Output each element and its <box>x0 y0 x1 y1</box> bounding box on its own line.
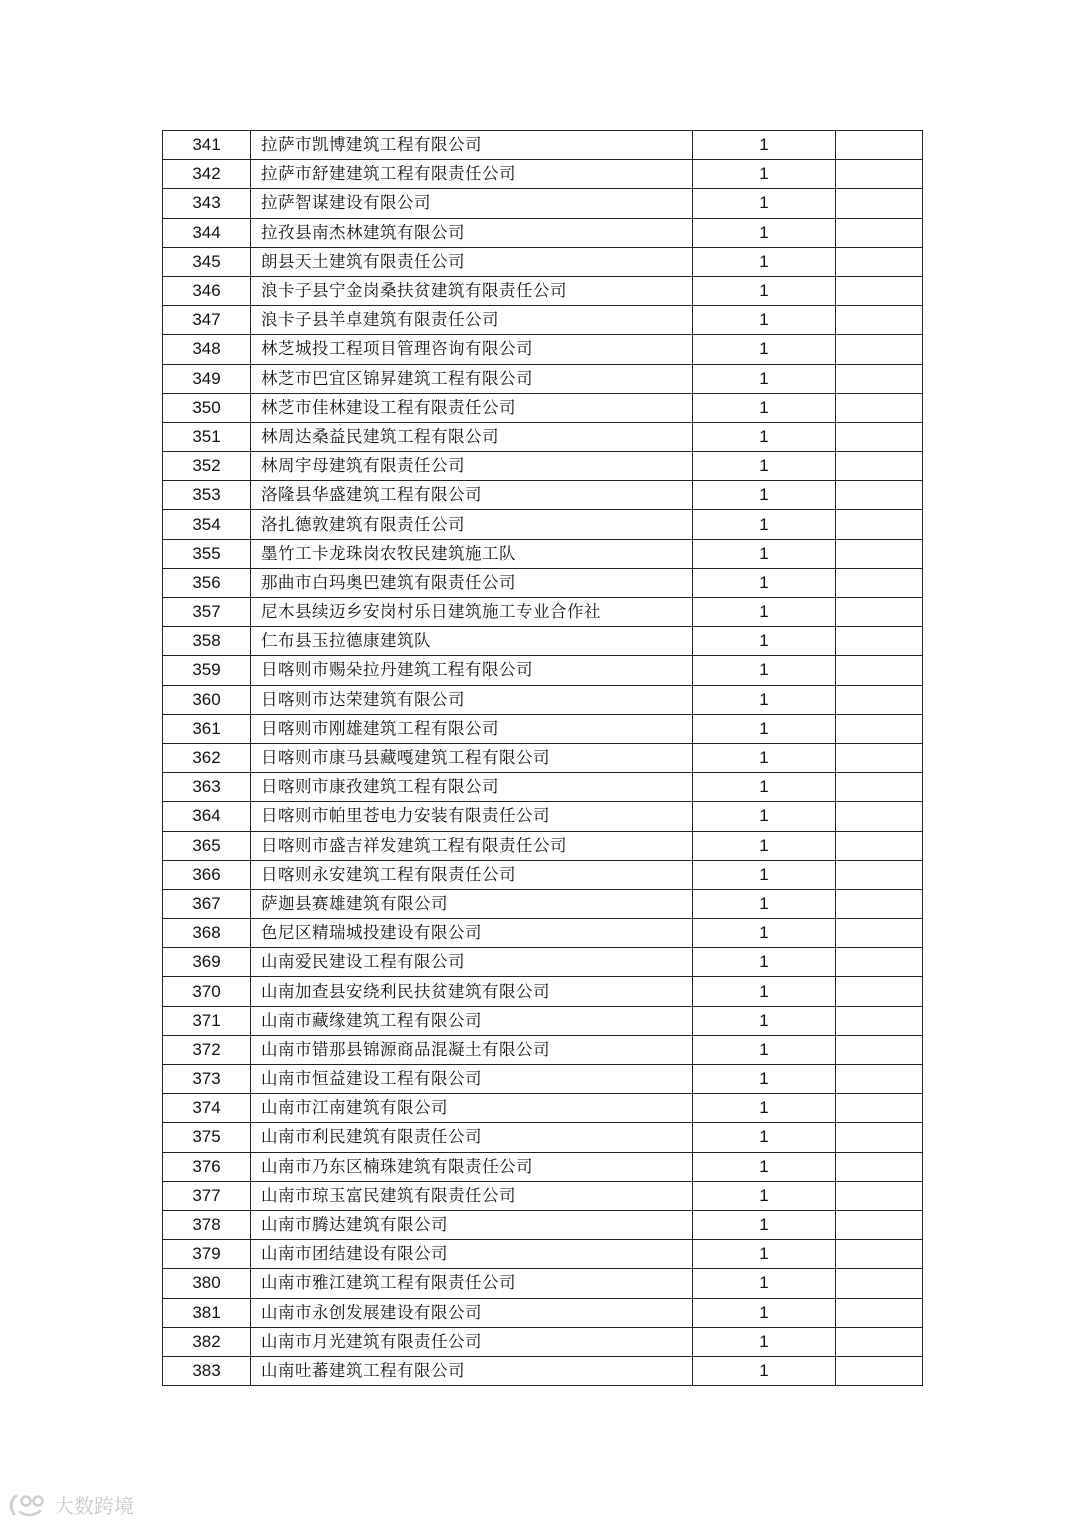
table-row <box>163 306 923 335</box>
row-number: 342 <box>163 160 251 189</box>
company-name: 日喀则市帕里苍电力安装有限责任公司 <box>251 802 693 831</box>
row-number: 373 <box>163 1065 251 1094</box>
table-row <box>163 977 923 1006</box>
row-note <box>836 335 923 364</box>
row-number: 369 <box>163 948 251 977</box>
company-name: 山南市恒益建设工程有限公司 <box>251 1065 693 1094</box>
row-number: 361 <box>163 714 251 743</box>
row-count: 1 <box>693 860 836 889</box>
row-count: 1 <box>693 510 836 539</box>
row-count: 1 <box>693 802 836 831</box>
row-note <box>836 452 923 481</box>
row-count: 1 <box>693 306 836 335</box>
row-number: 378 <box>163 1210 251 1239</box>
row-note <box>836 1210 923 1239</box>
table-row <box>163 860 923 889</box>
row-number: 362 <box>163 743 251 772</box>
table-row <box>163 510 923 539</box>
row-count: 1 <box>693 160 836 189</box>
row-note <box>836 656 923 685</box>
table-body <box>163 131 923 1386</box>
table-row <box>163 452 923 481</box>
row-count: 1 <box>693 247 836 276</box>
row-number: 352 <box>163 452 251 481</box>
row-note <box>836 802 923 831</box>
table-row <box>163 948 923 977</box>
table-row <box>163 131 923 160</box>
row-count: 1 <box>693 1152 836 1181</box>
row-note <box>836 510 923 539</box>
table-row <box>163 1240 923 1269</box>
row-note <box>836 568 923 597</box>
row-number: 356 <box>163 568 251 597</box>
row-note <box>836 393 923 422</box>
row-note <box>836 685 923 714</box>
table-row <box>163 656 923 685</box>
row-note <box>836 714 923 743</box>
company-name: 拉萨市舒建建筑工程有限责任公司 <box>251 160 693 189</box>
company-name: 日喀则市盛吉祥发建筑工程有限责任公司 <box>251 831 693 860</box>
watermark-text: 大数跨境 <box>54 1494 134 1518</box>
company-name: 日喀则市康马县藏嘎建筑工程有限公司 <box>251 743 693 772</box>
table-row <box>163 160 923 189</box>
row-number: 363 <box>163 773 251 802</box>
company-name: 洛扎德敦建筑有限责任公司 <box>251 510 693 539</box>
row-count: 1 <box>693 773 836 802</box>
company-list-table <box>162 130 923 1386</box>
row-number: 359 <box>163 656 251 685</box>
row-number: 368 <box>163 919 251 948</box>
company-name: 拉萨市凯博建筑工程有限公司 <box>251 131 693 160</box>
table-row <box>163 1123 923 1152</box>
company-name: 山南市雅江建筑工程有限责任公司 <box>251 1269 693 1298</box>
row-number: 353 <box>163 481 251 510</box>
table-row <box>163 802 923 831</box>
row-number: 364 <box>163 802 251 831</box>
row-note <box>836 1356 923 1385</box>
table-row <box>163 773 923 802</box>
row-note <box>836 1327 923 1356</box>
row-note <box>836 743 923 772</box>
row-number: 349 <box>163 364 251 393</box>
company-name: 山南市月光建筑有限责任公司 <box>251 1327 693 1356</box>
row-count: 1 <box>693 1356 836 1385</box>
row-note <box>836 1035 923 1064</box>
company-name: 尼木县续迈乡安岗村乐日建筑施工专业合作社 <box>251 598 693 627</box>
row-number: 367 <box>163 889 251 918</box>
table-row <box>163 1210 923 1239</box>
company-name: 那曲市白玛奥巴建筑有限责任公司 <box>251 568 693 597</box>
row-count: 1 <box>693 393 836 422</box>
company-name: 林周宇母建筑有限责任公司 <box>251 452 693 481</box>
row-number: 383 <box>163 1356 251 1385</box>
company-name: 山南市琼玉富民建筑有限责任公司 <box>251 1181 693 1210</box>
table-row <box>163 335 923 364</box>
row-count: 1 <box>693 831 836 860</box>
company-name: 山南市腾达建筑有限公司 <box>251 1210 693 1239</box>
row-note <box>836 539 923 568</box>
row-count: 1 <box>693 1065 836 1094</box>
row-count: 1 <box>693 364 836 393</box>
table-row <box>163 189 923 218</box>
row-number: 346 <box>163 276 251 305</box>
table-row <box>163 685 923 714</box>
row-number: 360 <box>163 685 251 714</box>
company-name: 拉萨智谋建设有限公司 <box>251 189 693 218</box>
table-row <box>163 1269 923 1298</box>
row-count: 1 <box>693 276 836 305</box>
brand-logo-icon <box>8 1492 48 1518</box>
company-name: 林芝市巴宜区锦昇建筑工程有限公司 <box>251 364 693 393</box>
company-name: 仁布县玉拉德康建筑队 <box>251 627 693 656</box>
company-name: 洛隆县华盛建筑工程有限公司 <box>251 481 693 510</box>
row-count: 1 <box>693 685 836 714</box>
company-name: 萨迦县赛雄建筑有限公司 <box>251 889 693 918</box>
row-note <box>836 1152 923 1181</box>
row-count: 1 <box>693 1035 836 1064</box>
company-name: 林芝市佳林建设工程有限责任公司 <box>251 393 693 422</box>
company-name: 日喀则永安建筑工程有限责任公司 <box>251 860 693 889</box>
row-number: 350 <box>163 393 251 422</box>
table-row <box>163 422 923 451</box>
company-name: 日喀则市赐朵拉丹建筑工程有限公司 <box>251 656 693 685</box>
table-row <box>163 1035 923 1064</box>
row-count: 1 <box>693 568 836 597</box>
row-note <box>836 1123 923 1152</box>
row-note <box>836 189 923 218</box>
row-number: 366 <box>163 860 251 889</box>
table-row <box>163 364 923 393</box>
row-count: 1 <box>693 743 836 772</box>
row-note <box>836 948 923 977</box>
company-name: 日喀则市刚雄建筑工程有限公司 <box>251 714 693 743</box>
row-note <box>836 247 923 276</box>
company-name: 山南加查县安绕利民扶贫建筑有限公司 <box>251 977 693 1006</box>
row-count: 1 <box>693 1240 836 1269</box>
row-number: 379 <box>163 1240 251 1269</box>
row-number: 344 <box>163 218 251 247</box>
row-number: 371 <box>163 1006 251 1035</box>
row-count: 1 <box>693 539 836 568</box>
row-count: 1 <box>693 598 836 627</box>
company-name: 山南市乃东区楠珠建筑有限责任公司 <box>251 1152 693 1181</box>
company-name: 日喀则市达荣建筑有限公司 <box>251 685 693 714</box>
row-number: 375 <box>163 1123 251 1152</box>
row-note <box>836 422 923 451</box>
company-name: 拉孜县南杰林建筑有限公司 <box>251 218 693 247</box>
row-count: 1 <box>693 131 836 160</box>
table-row <box>163 831 923 860</box>
table-row <box>163 1356 923 1385</box>
company-name: 林周达桑益民建筑工程有限公司 <box>251 422 693 451</box>
row-count: 1 <box>693 1269 836 1298</box>
company-name: 色尼区精瑞城投建设有限公司 <box>251 919 693 948</box>
row-note <box>836 1269 923 1298</box>
table-row <box>163 627 923 656</box>
company-name: 山南市利民建筑有限责任公司 <box>251 1123 693 1152</box>
company-name: 山南市团结建设有限公司 <box>251 1240 693 1269</box>
row-note <box>836 773 923 802</box>
table-row <box>163 1327 923 1356</box>
row-note <box>836 1065 923 1094</box>
company-name: 山南市藏缘建筑工程有限公司 <box>251 1006 693 1035</box>
table-row <box>163 1065 923 1094</box>
row-number: 357 <box>163 598 251 627</box>
row-note <box>836 1006 923 1035</box>
company-name: 日喀则市康孜建筑工程有限公司 <box>251 773 693 802</box>
row-note <box>836 364 923 393</box>
row-note <box>836 1298 923 1327</box>
row-count: 1 <box>693 948 836 977</box>
row-note <box>836 1240 923 1269</box>
row-number: 376 <box>163 1152 251 1181</box>
row-note <box>836 860 923 889</box>
table-row <box>163 539 923 568</box>
row-note <box>836 218 923 247</box>
row-number: 354 <box>163 510 251 539</box>
row-note <box>836 598 923 627</box>
row-note <box>836 131 923 160</box>
row-number: 348 <box>163 335 251 364</box>
row-count: 1 <box>693 977 836 1006</box>
company-name: 林芝城投工程项目管理咨询有限公司 <box>251 335 693 364</box>
table-row <box>163 1006 923 1035</box>
table-row <box>163 743 923 772</box>
table-row <box>163 714 923 743</box>
row-count: 1 <box>693 189 836 218</box>
row-note <box>836 1094 923 1123</box>
table-row <box>163 1152 923 1181</box>
row-number: 377 <box>163 1181 251 1210</box>
row-number: 345 <box>163 247 251 276</box>
company-name: 山南市永创发展建设有限公司 <box>251 1298 693 1327</box>
row-number: 381 <box>163 1298 251 1327</box>
row-count: 1 <box>693 889 836 918</box>
row-number: 365 <box>163 831 251 860</box>
row-number: 380 <box>163 1269 251 1298</box>
row-number: 358 <box>163 627 251 656</box>
row-count: 1 <box>693 481 836 510</box>
table-row <box>163 1181 923 1210</box>
row-count: 1 <box>693 1327 836 1356</box>
table-row <box>163 218 923 247</box>
company-name: 山南吐蕃建筑工程有限公司 <box>251 1356 693 1385</box>
company-name: 浪卡子县羊卓建筑有限责任公司 <box>251 306 693 335</box>
row-number: 374 <box>163 1094 251 1123</box>
table-row <box>163 919 923 948</box>
row-number: 347 <box>163 306 251 335</box>
row-count: 1 <box>693 1094 836 1123</box>
row-count: 1 <box>693 1298 836 1327</box>
table-row <box>163 889 923 918</box>
table-row <box>163 598 923 627</box>
row-note <box>836 276 923 305</box>
row-count: 1 <box>693 714 836 743</box>
company-name: 浪卡子县宁金岗桑扶贫建筑有限责任公司 <box>251 276 693 305</box>
watermark <box>8 1490 134 1519</box>
company-name: 山南市江南建筑有限公司 <box>251 1094 693 1123</box>
row-count: 1 <box>693 656 836 685</box>
row-number: 382 <box>163 1327 251 1356</box>
row-count: 1 <box>693 422 836 451</box>
row-number: 341 <box>163 131 251 160</box>
table-row <box>163 568 923 597</box>
row-count: 1 <box>693 335 836 364</box>
table-row <box>163 1298 923 1327</box>
row-number: 343 <box>163 189 251 218</box>
row-number: 370 <box>163 977 251 1006</box>
row-count: 1 <box>693 1006 836 1035</box>
row-number: 372 <box>163 1035 251 1064</box>
company-name: 山南爱民建设工程有限公司 <box>251 948 693 977</box>
row-count: 1 <box>693 627 836 656</box>
company-name: 山南市错那县锦源商品混凝土有限公司 <box>251 1035 693 1064</box>
row-count: 1 <box>693 1123 836 1152</box>
table-row <box>163 481 923 510</box>
company-name: 墨竹工卡龙珠岗农牧民建筑施工队 <box>251 539 693 568</box>
row-note <box>836 977 923 1006</box>
row-count: 1 <box>693 452 836 481</box>
row-note <box>836 160 923 189</box>
row-note <box>836 919 923 948</box>
row-count: 1 <box>693 218 836 247</box>
table-row <box>163 247 923 276</box>
table-row <box>163 1094 923 1123</box>
row-note <box>836 481 923 510</box>
row-count: 1 <box>693 1210 836 1239</box>
table-row <box>163 393 923 422</box>
row-number: 355 <box>163 539 251 568</box>
row-note <box>836 1181 923 1210</box>
row-note <box>836 306 923 335</box>
row-note <box>836 889 923 918</box>
row-number: 351 <box>163 422 251 451</box>
row-note <box>836 831 923 860</box>
row-note <box>836 627 923 656</box>
row-count: 1 <box>693 1181 836 1210</box>
company-name: 朗县天土建筑有限责任公司 <box>251 247 693 276</box>
table-row <box>163 276 923 305</box>
row-count: 1 <box>693 919 836 948</box>
